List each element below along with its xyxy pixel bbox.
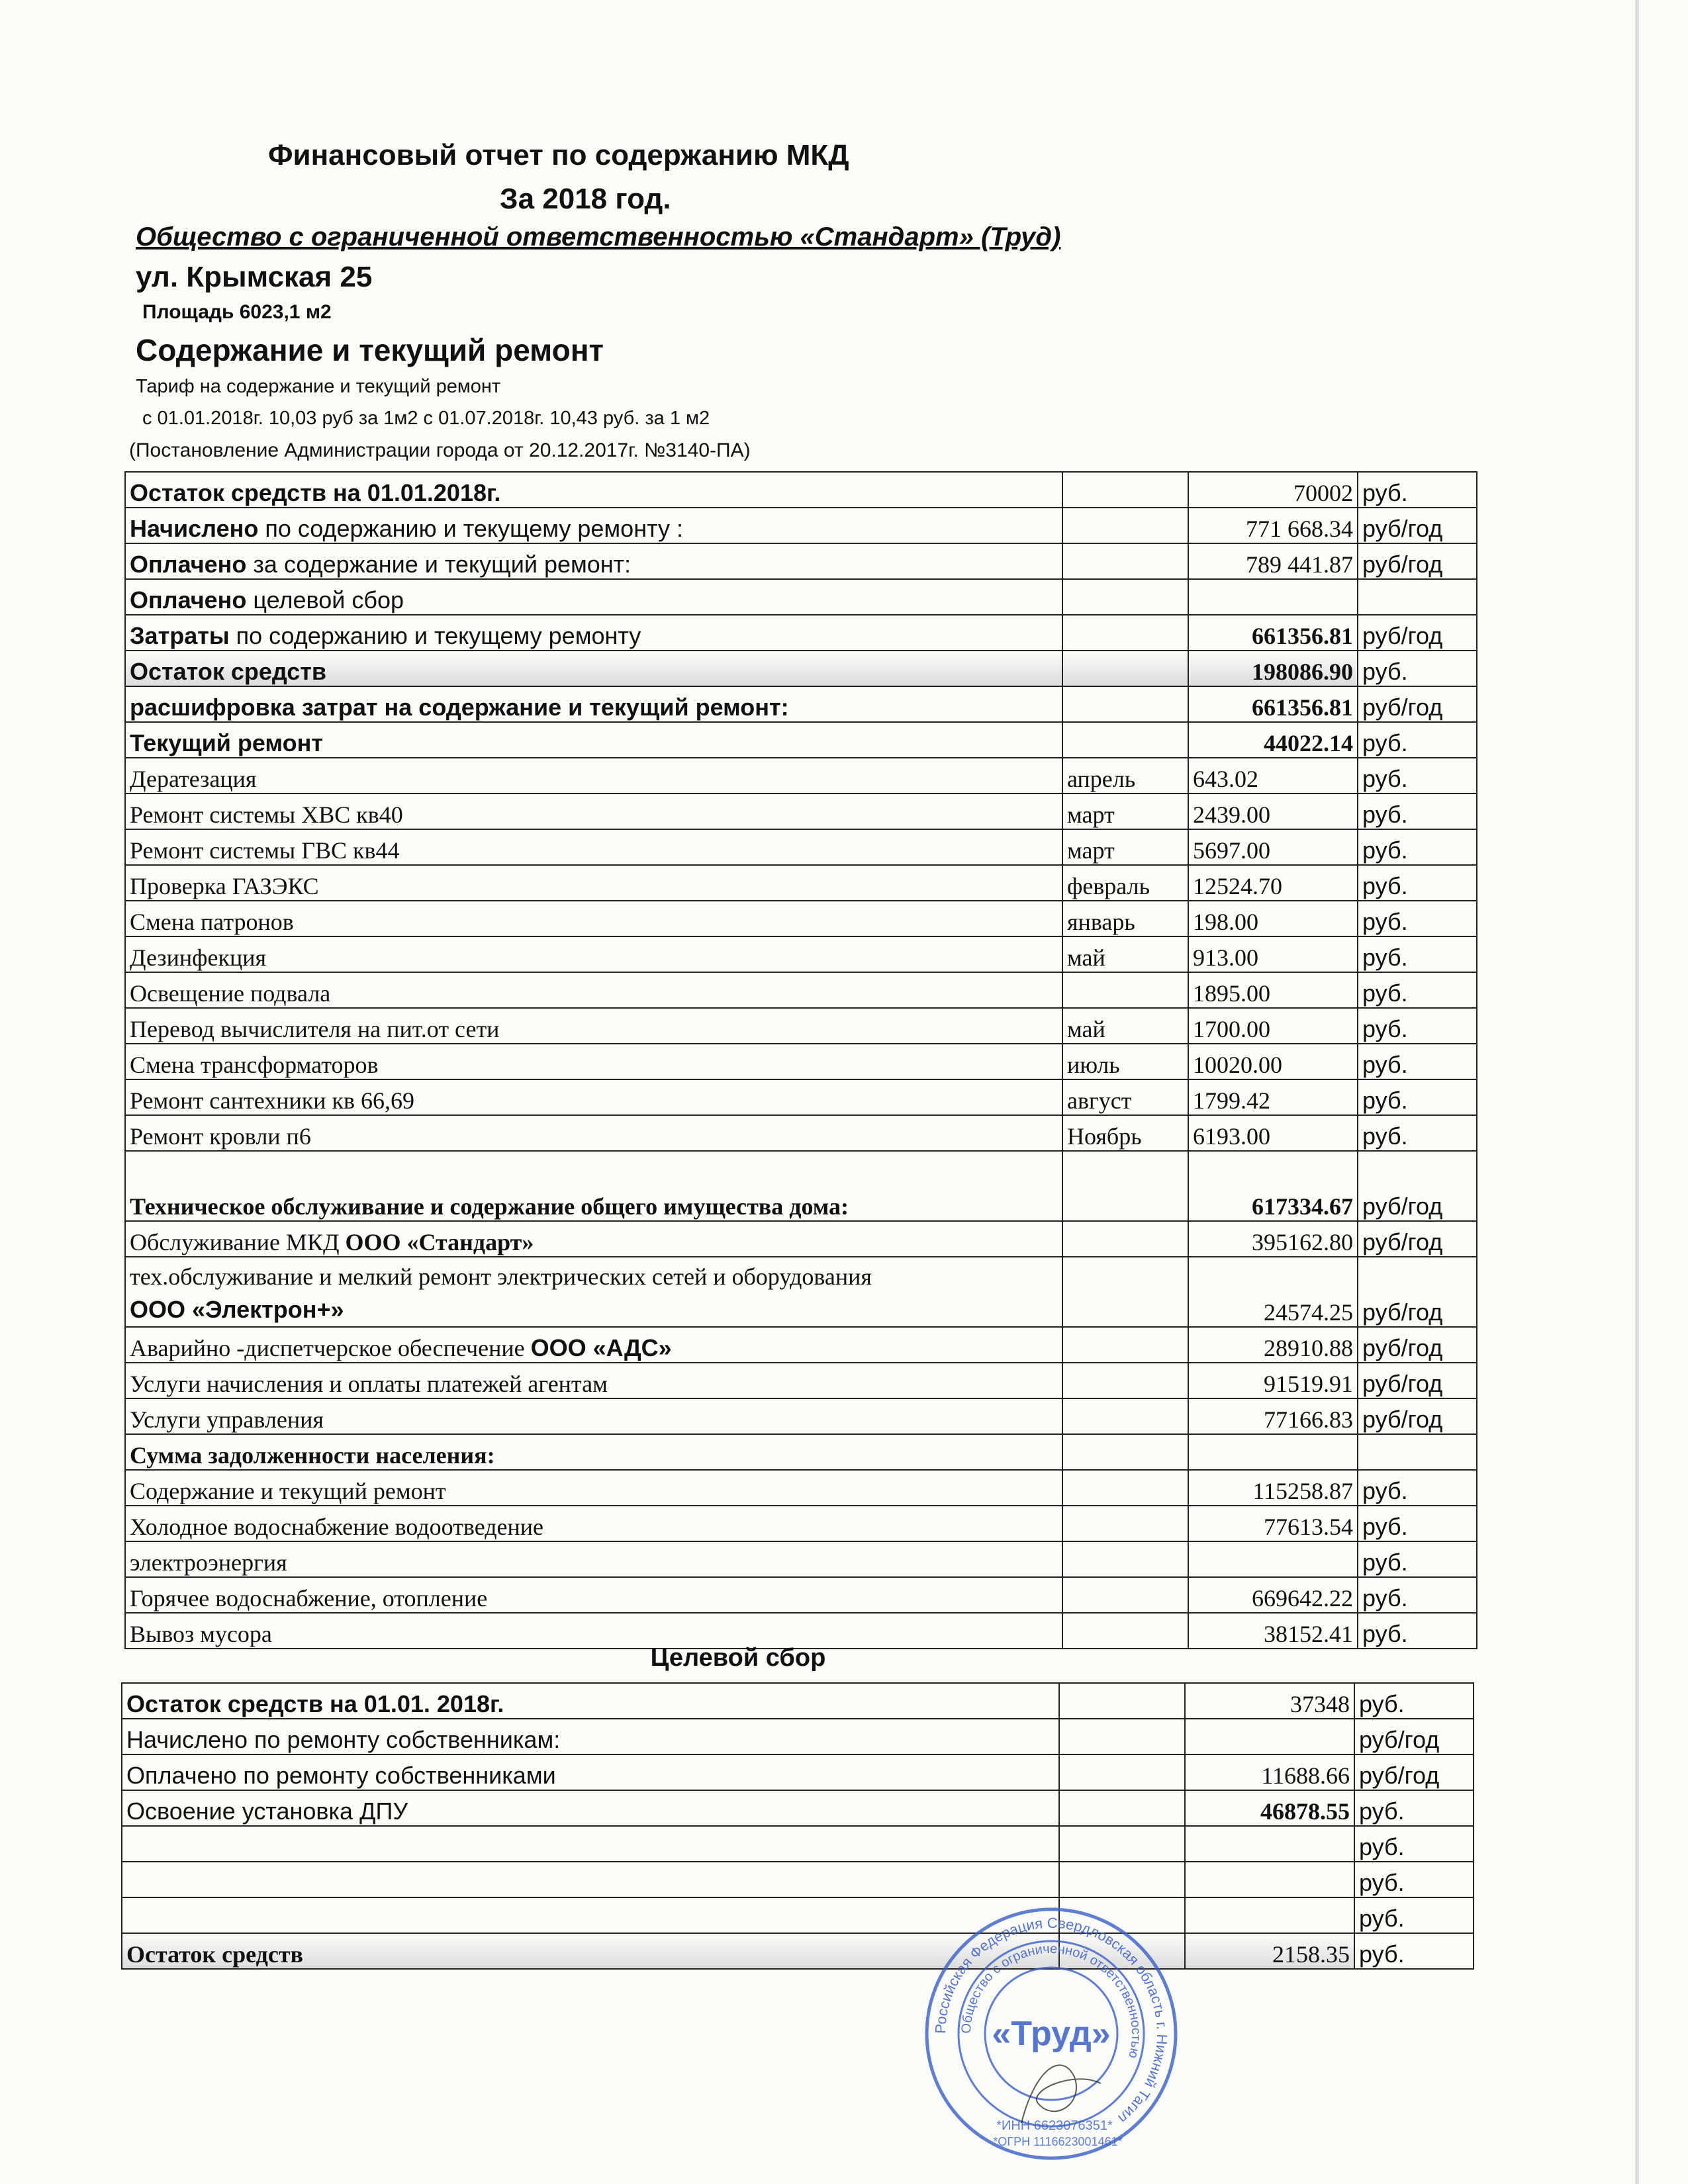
debt-label: Горячее водоснабжение, отопление <box>125 1577 1062 1613</box>
target-label: Оплачено по ремонту собственниками <box>122 1754 1059 1790</box>
table-row <box>122 1790 1474 1826</box>
table-row <box>125 472 1477 508</box>
debt-label: электроэнергия <box>125 1541 1062 1577</box>
service-label: Услуги управления <box>125 1398 1062 1434</box>
target-unit: руб. <box>1354 1933 1474 1969</box>
row-month <box>1062 1506 1188 1541</box>
row-month <box>1062 722 1188 758</box>
repair-label: Ремонт системы ГВС кв44 <box>125 829 1062 865</box>
repair-month: февраль <box>1062 865 1188 901</box>
table-row <box>125 686 1477 722</box>
row-month <box>1062 686 1188 722</box>
table-row <box>125 1363 1477 1398</box>
row-month <box>1062 1221 1188 1257</box>
main-financial-table <box>124 471 1477 1649</box>
row-month <box>1062 651 1188 686</box>
repair-amount: 198.00 <box>1188 901 1358 936</box>
repair-month: июль <box>1062 1044 1188 1079</box>
target-label <box>122 1897 1059 1933</box>
row-month <box>1059 1790 1185 1826</box>
service-unit: руб/год <box>1358 1327 1477 1363</box>
repair-label: Ремонт кровли п6 <box>125 1115 1062 1151</box>
target-amount: 37348 <box>1185 1683 1354 1719</box>
table-row <box>125 829 1477 865</box>
table-row <box>122 1862 1474 1897</box>
row-month <box>1062 615 1188 651</box>
table-row <box>125 1577 1477 1613</box>
repair-amount: 1895.00 <box>1188 972 1358 1008</box>
table-row <box>125 758 1477 794</box>
row-unit: руб/год <box>1358 686 1477 722</box>
repair-amount: 1700.00 <box>1188 1008 1358 1044</box>
repair-label: Ремонт сантехники кв 66,69 <box>125 1079 1062 1115</box>
row-month <box>1062 1577 1188 1613</box>
debt-amount: 669642.22 <box>1188 1577 1358 1613</box>
row-month <box>1062 1327 1188 1363</box>
table-row <box>122 1897 1474 1933</box>
target-label: Освоение установка ДПУ <box>122 1790 1059 1826</box>
row-month <box>1059 1862 1185 1897</box>
table-row <box>125 901 1477 936</box>
row-month <box>1062 543 1188 579</box>
table-row <box>122 1933 1474 1969</box>
target-unit: руб. <box>1354 1826 1474 1862</box>
repair-month: май <box>1062 936 1188 972</box>
table-row <box>125 1079 1477 1115</box>
maintenance-unit: руб/год <box>1358 1151 1477 1221</box>
table-row <box>125 1506 1477 1541</box>
repair-label: Дератезация <box>125 758 1062 794</box>
repair-label: Дезинфекция <box>125 936 1062 972</box>
repair-label: Ремонт системы ХВС кв40 <box>125 794 1062 829</box>
target-label <box>122 1826 1059 1862</box>
table-row <box>125 1151 1477 1221</box>
repair-amount: 1799.42 <box>1188 1079 1358 1115</box>
row-amount: 70002 <box>1188 472 1358 508</box>
row-amount: 198086.90 <box>1188 651 1358 686</box>
stamp-inn: *ИНН 6623076351* <box>996 2118 1113 2133</box>
table-row <box>125 1257 1477 1327</box>
target-amount <box>1185 1719 1354 1754</box>
scan-edge <box>1635 0 1639 2184</box>
row-unit: руб/год <box>1358 615 1477 651</box>
service-label: Аварийно -диспетчерское обеспечение ООО «АДС» <box>125 1327 1062 1363</box>
repair-amount: 913.00 <box>1188 936 1358 972</box>
table-row <box>125 1221 1477 1257</box>
table-row <box>125 972 1477 1008</box>
table-row <box>125 1541 1477 1577</box>
repair-month: август <box>1062 1079 1188 1115</box>
repair-month: май <box>1062 1008 1188 1044</box>
building-address: ул. Крымская 25 <box>136 261 373 293</box>
repair-amount: 6193.00 <box>1188 1115 1358 1151</box>
table-row <box>125 508 1477 543</box>
row-month <box>1062 1398 1188 1434</box>
debt-label: Содержание и текущий ремонт <box>125 1470 1062 1506</box>
row-month <box>1062 1613 1188 1649</box>
repair-month: Ноябрь <box>1062 1115 1188 1151</box>
target-amount <box>1185 1862 1354 1897</box>
company-stamp <box>922 1905 1180 2163</box>
row-amount <box>1188 1434 1358 1470</box>
report-year: За 2018 год. <box>500 183 671 215</box>
repair-month: апрель <box>1062 758 1188 794</box>
row-month <box>1062 472 1188 508</box>
row-unit: руб/год <box>1358 508 1477 543</box>
building-area: Площадь 6023,1 м2 <box>142 301 332 323</box>
target-unit: руб. <box>1354 1683 1474 1719</box>
table-row <box>125 936 1477 972</box>
target-fee-table <box>121 1682 1474 1970</box>
table-row <box>125 615 1477 651</box>
repair-unit: руб. <box>1358 829 1477 865</box>
row-unit: руб. <box>1358 651 1477 686</box>
row-amount: 661356.81 <box>1188 686 1358 722</box>
service-unit: руб/год <box>1358 1221 1477 1257</box>
repair-label: Освещение подвала <box>125 972 1062 1008</box>
repair-amount: 643.02 <box>1188 758 1358 794</box>
table-row <box>125 1398 1477 1434</box>
debt-label: Холодное водоснабжение водоотведение <box>125 1506 1062 1541</box>
row-label: Остаток средств <box>125 651 1062 686</box>
row-unit <box>1358 579 1477 615</box>
stamp-inner-text: Общество с ограниченной ответственностью <box>959 1941 1144 2060</box>
target-label: Начислено по ремонту собственникам: <box>122 1719 1059 1754</box>
row-unit <box>1358 1434 1477 1470</box>
repair-amount: 12524.70 <box>1188 865 1358 901</box>
row-label: расшифровка затрат на содержание и текущий ремонт: <box>125 686 1062 722</box>
table-row <box>125 1008 1477 1044</box>
table-row <box>125 722 1477 758</box>
debt-amount: 38152.41 <box>1188 1613 1358 1649</box>
row-unit: руб. <box>1358 722 1477 758</box>
target-unit: руб. <box>1354 1897 1474 1933</box>
table-row <box>125 651 1477 686</box>
debt-unit: руб. <box>1358 1470 1477 1506</box>
stamp-center-text: «Труд» <box>992 2015 1111 2053</box>
table-row <box>122 1826 1474 1862</box>
row-month <box>1062 1151 1188 1221</box>
repair-label: Проверка ГАЗЭКС <box>125 865 1062 901</box>
row-label: Остаток средств на 01.01.2018г. <box>125 472 1062 508</box>
row-month <box>1062 1363 1188 1398</box>
service-label: Обслуживание МКД ООО «Стандарт» <box>125 1221 1062 1257</box>
service-unit: руб/год <box>1358 1257 1477 1327</box>
row-month <box>1062 1434 1188 1470</box>
repair-unit: руб. <box>1358 901 1477 936</box>
repair-unit: руб. <box>1358 972 1477 1008</box>
repair-label: Смена патронов <box>125 901 1062 936</box>
table-row <box>125 794 1477 829</box>
row-month <box>1062 1541 1188 1577</box>
service-amount: 91519.91 <box>1188 1363 1358 1398</box>
row-month <box>1062 1470 1188 1506</box>
target-amount <box>1185 1826 1354 1862</box>
row-label: Начислено по содержанию и текущему ремонту : <box>125 508 1062 543</box>
report-title: Финансовый отчет по содержанию МКД <box>268 139 849 171</box>
debt-unit: руб. <box>1358 1541 1477 1577</box>
table-row <box>125 1044 1477 1079</box>
repair-unit: руб. <box>1358 936 1477 972</box>
target-label: Остаток средств <box>122 1933 1059 1969</box>
repair-amount: 10020.00 <box>1188 1044 1358 1079</box>
row-label: Оплачено за содержание и текущий ремонт: <box>125 543 1062 579</box>
signature <box>1021 2065 1101 2123</box>
target-unit: руб. <box>1354 1862 1474 1897</box>
service-label: тех.обслуживание и мелкий ремонт электрических сетей и оборудования ООО «Электрон+» <box>125 1257 1062 1327</box>
repair-month: март <box>1062 829 1188 865</box>
debt-title: Сумма задолженности населения: <box>125 1434 1062 1470</box>
row-amount <box>1188 579 1358 615</box>
table-row <box>125 579 1477 615</box>
repair-month: январь <box>1062 901 1188 936</box>
target-label <box>122 1862 1059 1897</box>
service-amount: 77166.83 <box>1188 1398 1358 1434</box>
row-label: Оплачено целевой сбор <box>125 579 1062 615</box>
service-amount: 395162.80 <box>1188 1221 1358 1257</box>
table-row <box>125 543 1477 579</box>
target-amount: 2158.35 <box>1185 1933 1354 1969</box>
repair-unit: руб. <box>1358 758 1477 794</box>
row-amount: 661356.81 <box>1188 615 1358 651</box>
target-fee-title: Целевой сбор <box>650 1644 826 1672</box>
target-unit: руб/год <box>1354 1719 1474 1754</box>
table-row <box>125 865 1477 901</box>
row-unit: руб. <box>1358 472 1477 508</box>
row-amount: 44022.14 <box>1188 722 1358 758</box>
row-month <box>1059 1826 1185 1862</box>
stamp-ogrn: *ОГРН 1116623001461* <box>993 2135 1123 2148</box>
table-row <box>125 1115 1477 1151</box>
row-label: Затраты по содержанию и текущему ремонту <box>125 615 1062 651</box>
row-month <box>1062 1257 1188 1327</box>
repair-month: март <box>1062 794 1188 829</box>
repair-unit: руб. <box>1358 1008 1477 1044</box>
repair-unit: руб. <box>1358 1079 1477 1115</box>
organization-name: Общество с ограниченной ответственностью «Стандарт» (Труд) <box>136 222 1061 251</box>
repair-label: Смена трансформаторов <box>125 1044 1062 1079</box>
repair-month <box>1062 972 1188 1008</box>
debt-unit: руб. <box>1358 1506 1477 1541</box>
debt-amount: 115258.87 <box>1188 1470 1358 1506</box>
tariff-label: Тариф на содержание и текущий ремонт <box>136 376 501 397</box>
debt-amount <box>1188 1541 1358 1577</box>
row-label: Текущий ремонт <box>125 722 1062 758</box>
target-amount: 11688.66 <box>1185 1754 1354 1790</box>
row-amount: 789 441.87 <box>1188 543 1358 579</box>
service-label: Услуги начисления и оплаты платежей агентам <box>125 1363 1062 1398</box>
decree-reference: (Постановление Администрации города от 20.12.2017г. №3140-ПА) <box>129 439 751 461</box>
table-row <box>125 1470 1477 1506</box>
repair-unit: руб. <box>1358 865 1477 901</box>
repair-amount: 2439.00 <box>1188 794 1358 829</box>
repair-label: Перевод вычислителя на пит.от сети <box>125 1008 1062 1044</box>
service-amount: 24574.25 <box>1188 1257 1358 1327</box>
maintenance-amount: 617334.67 <box>1188 1151 1358 1221</box>
target-label: Остаток средств на 01.01. 2018г. <box>122 1683 1059 1719</box>
repair-unit: руб. <box>1358 794 1477 829</box>
table-row <box>125 1613 1477 1649</box>
debt-amount: 77613.54 <box>1188 1506 1358 1541</box>
debt-unit: руб. <box>1358 1613 1477 1649</box>
table-row <box>122 1719 1474 1754</box>
row-month <box>1062 579 1188 615</box>
debt-label: Вывоз мусора <box>125 1613 1062 1649</box>
service-unit: руб/год <box>1358 1363 1477 1398</box>
section-title: Содержание и текущий ремонт <box>136 333 604 367</box>
debt-unit: руб. <box>1358 1577 1477 1613</box>
target-unit: руб. <box>1354 1790 1474 1826</box>
row-unit: руб/год <box>1358 543 1477 579</box>
stamp-outer-text: Российская Федерация Свердловская область г. Нижний Тагил <box>931 1914 1171 2127</box>
repair-amount: 5697.00 <box>1188 829 1358 865</box>
repair-unit: руб. <box>1358 1115 1477 1151</box>
table-row <box>125 1327 1477 1363</box>
target-unit: руб/год <box>1354 1754 1474 1790</box>
service-unit: руб/год <box>1358 1398 1477 1434</box>
tariff-values: с 01.01.2018г. 10,03 руб за 1м2 с 01.07.2018г. 10,43 руб. за 1 м2 <box>142 408 710 429</box>
table-row <box>122 1754 1474 1790</box>
repair-unit: руб. <box>1358 1044 1477 1079</box>
table-row <box>122 1683 1474 1719</box>
row-month <box>1062 508 1188 543</box>
row-month <box>1059 1683 1185 1719</box>
service-amount: 28910.88 <box>1188 1327 1358 1363</box>
table-row <box>125 1434 1477 1470</box>
row-month <box>1059 1754 1185 1790</box>
row-month <box>1059 1719 1185 1754</box>
target-amount: 46878.55 <box>1185 1790 1354 1826</box>
target-amount <box>1185 1897 1354 1933</box>
row-amount: 771 668.34 <box>1188 508 1358 543</box>
maintenance-label: Техническое обслуживание и содержание общего имущества дома: <box>125 1151 1062 1221</box>
